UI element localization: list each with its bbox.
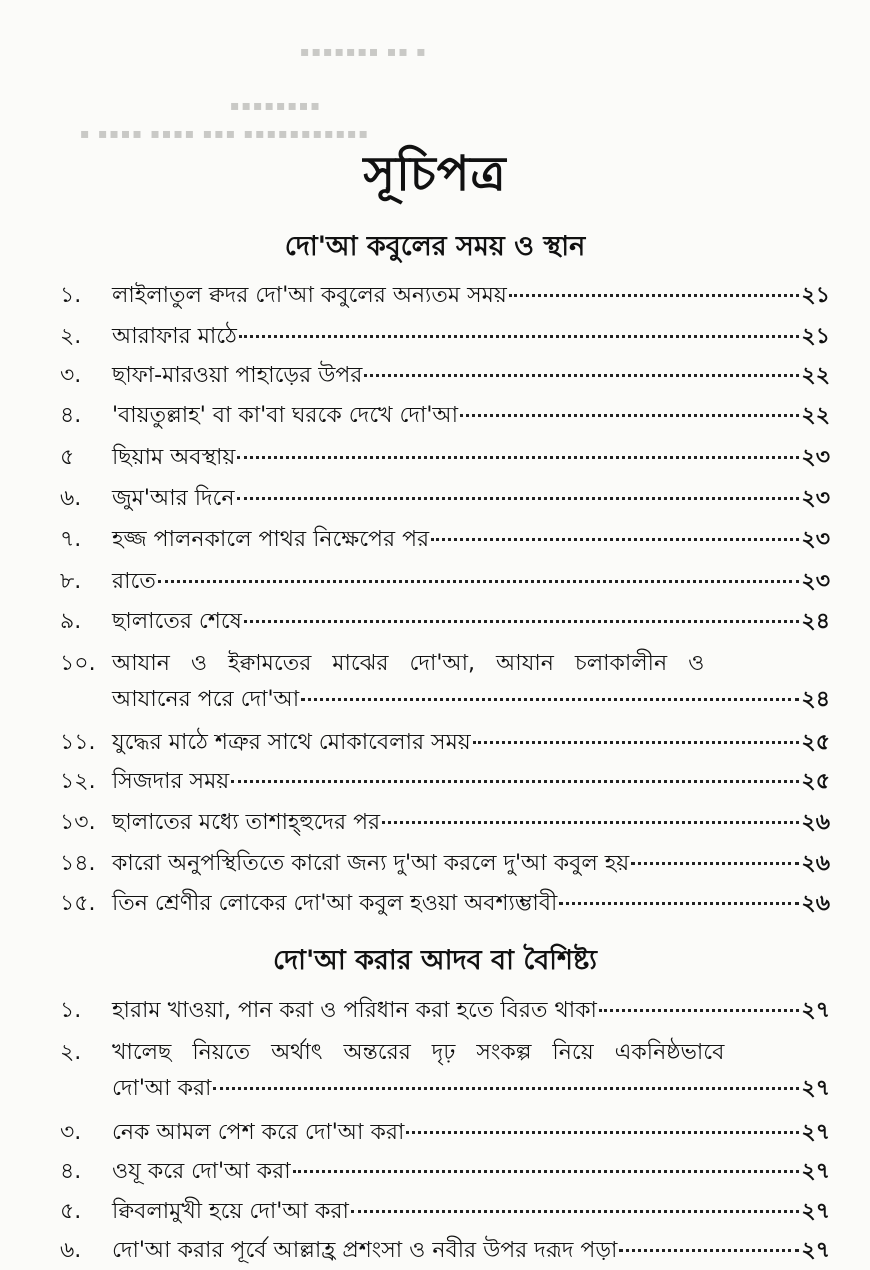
- entry-page: ২২: [801, 403, 830, 428]
- entry-text: সিজদার সময়: [112, 769, 230, 794]
- entry-page: ২৭: [801, 998, 830, 1023]
- entry-number: ১১.: [60, 730, 96, 755]
- leader-dots: [301, 698, 799, 701]
- entry-text: যুদ্ধের মাঠে শত্রুর সাথে মোকাবেলার সময়: [112, 730, 471, 755]
- entry-number: ১.: [60, 283, 82, 308]
- entry-text-continued: আযানের পরে দো'আ: [112, 687, 300, 712]
- entry-text-continued: দো'আ করা: [112, 1076, 212, 1101]
- leader-dots: [406, 1131, 799, 1134]
- entry-number: ৫: [60, 445, 75, 470]
- leader-dots: [619, 1249, 799, 1252]
- leader-dots: [231, 780, 799, 783]
- entry-number: ২.: [60, 1040, 82, 1065]
- entry-text: ছালাতের মধ্যে তাশাহ্হুদের পর: [112, 810, 381, 835]
- entry-number: ৪.: [60, 403, 82, 428]
- entry-page: ২৬: [801, 851, 830, 876]
- entry-text: খালেছ নিয়তে অর্থাৎ অন্তরের দৃঢ় সংকল্প নিয়ে একনিষ্ঠভাবে: [112, 1040, 725, 1065]
- entry-number: ৬.: [60, 486, 82, 511]
- leader-dots: [460, 414, 799, 417]
- entry-page: ২২: [801, 363, 830, 388]
- entry-number: ১৫.: [60, 891, 96, 916]
- entry-number: ৮.: [60, 569, 82, 594]
- entry-page: ২৩: [801, 486, 830, 511]
- entry-text: ক্বিবলামুখী হয়ে দো'আ করা: [112, 1199, 349, 1224]
- leader-dots: [364, 374, 799, 377]
- leader-dots: [213, 1087, 799, 1090]
- section-heading: দো'আ কবুলের সময় ও স্থান: [284, 231, 586, 262]
- leader-dots: [559, 902, 799, 905]
- entry-number: ৬.: [60, 1238, 82, 1263]
- page-title: সূচিপত্র: [363, 146, 507, 202]
- entry-number: ১০.: [60, 651, 96, 676]
- entry-text: ওযূ করে দো'আ করা: [112, 1159, 291, 1184]
- entry-page: ২৩: [801, 569, 830, 594]
- entry-text: হারাম খাওয়া, পান করা ও পরিধান করা হতে বিরত থাকা: [112, 998, 597, 1023]
- entry-text: 'বায়তুল্লাহ' বা কা'বা ঘরকে দেখে দো'আ: [112, 403, 459, 428]
- leader-dots: [293, 1170, 800, 1173]
- entry-page: ২৫: [801, 730, 830, 755]
- entry-text: দো'আ করার পূর্বে আল্লাহ্র প্রশংসা ও নবীর উপর দরূদ পড়া: [112, 1238, 618, 1263]
- leader-dots: [158, 580, 800, 583]
- entry-text: রাতে: [112, 569, 156, 594]
- bleed-through-mark: ▪▪▪▪▪▪▪ ▪▪ ▪: [300, 44, 428, 60]
- entry-page: ২৭: [801, 1199, 830, 1224]
- entry-text: ছিয়াম অবস্থায়: [112, 445, 236, 470]
- entry-text: ছালাতের শেষে: [112, 609, 242, 634]
- entry-page: ২১: [801, 324, 830, 349]
- entry-page: ২৭: [801, 1159, 830, 1184]
- toc-entry[interactable]: [60, 646, 830, 722]
- leader-dots: [244, 620, 800, 623]
- entry-page: ২৬: [801, 891, 830, 916]
- entry-text: কারো অনুপস্থিতিতে কারো জন্য দু'আ করলে দু'আ কবুল হয়: [112, 851, 630, 876]
- entry-text: ছাফা-মারওয়া পাহাড়ের উপর: [112, 363, 363, 388]
- leader-dots: [237, 497, 800, 500]
- entry-page: ২৫: [801, 769, 830, 794]
- leader-dots: [351, 1210, 800, 1213]
- entry-text: লাইলাতুল ক্বদর দো'আ কবুলের অন্যতম সময়: [112, 283, 507, 308]
- entry-number: ৩.: [60, 1120, 82, 1145]
- entry-text: হজ্জ পালনকালে পাথর নিক্ষেপের পর: [112, 527, 430, 552]
- entry-number: ৯.: [60, 609, 82, 634]
- entry-number: ১৪.: [60, 851, 96, 876]
- leader-dots: [239, 335, 800, 338]
- entry-page: ২৩: [801, 445, 830, 470]
- entry-number: ১৩.: [60, 810, 96, 835]
- bleed-through-mark: ▪ ▪▪▪▪ ▪▪▪▪ ▪▪▪ ▪▪▪▪▪▪▪▪▪▪▪: [80, 126, 371, 142]
- leader-dots: [473, 741, 800, 744]
- entry-page: ২৬: [801, 810, 830, 835]
- entry-page: ২৭: [801, 1076, 830, 1101]
- section-heading: দো'আ করার আদব বা বৈশিষ্ট্য: [273, 945, 597, 976]
- entry-number: ৩.: [60, 363, 82, 388]
- entry-number: ১২.: [60, 769, 96, 794]
- leader-dots: [631, 862, 799, 865]
- entry-number: ৭.: [60, 527, 82, 552]
- entry-text: আযান ও ইক্বামতের মাঝের দো'আ, আযান চলাকালীন ও: [112, 651, 705, 676]
- toc-entry[interactable]: [60, 1035, 830, 1111]
- entry-text: আরাফার মাঠে: [112, 324, 237, 349]
- entry-page: ২৪: [801, 687, 830, 712]
- entry-page: ২৭: [801, 1238, 830, 1263]
- entry-page: ২৩: [801, 527, 830, 552]
- leader-dots: [509, 294, 800, 297]
- entry-number: ২.: [60, 324, 82, 349]
- entry-number: ৫.: [60, 1199, 82, 1224]
- entry-page: ২৪: [801, 609, 830, 634]
- entry-page: ২৭: [801, 1120, 830, 1145]
- leader-dots: [431, 538, 799, 541]
- entry-text: নেক আমল পেশ করে দো'আ করা: [112, 1120, 405, 1145]
- entry-page: ২১: [801, 283, 830, 308]
- leader-dots: [382, 821, 799, 824]
- leader-dots: [599, 1009, 799, 1012]
- entry-text: তিন শ্রেণীর লোকের দো'আ কবুল হওয়া অবশ্যম্ভাবী: [112, 891, 558, 916]
- bleed-through-mark: ▪▪▪▪▪▪▪▪: [230, 98, 322, 114]
- entry-number: ১.: [60, 998, 82, 1023]
- entry-text: জুম'আর দিনে: [112, 486, 235, 511]
- leader-dots: [237, 456, 799, 459]
- entry-number: ৪.: [60, 1159, 82, 1184]
